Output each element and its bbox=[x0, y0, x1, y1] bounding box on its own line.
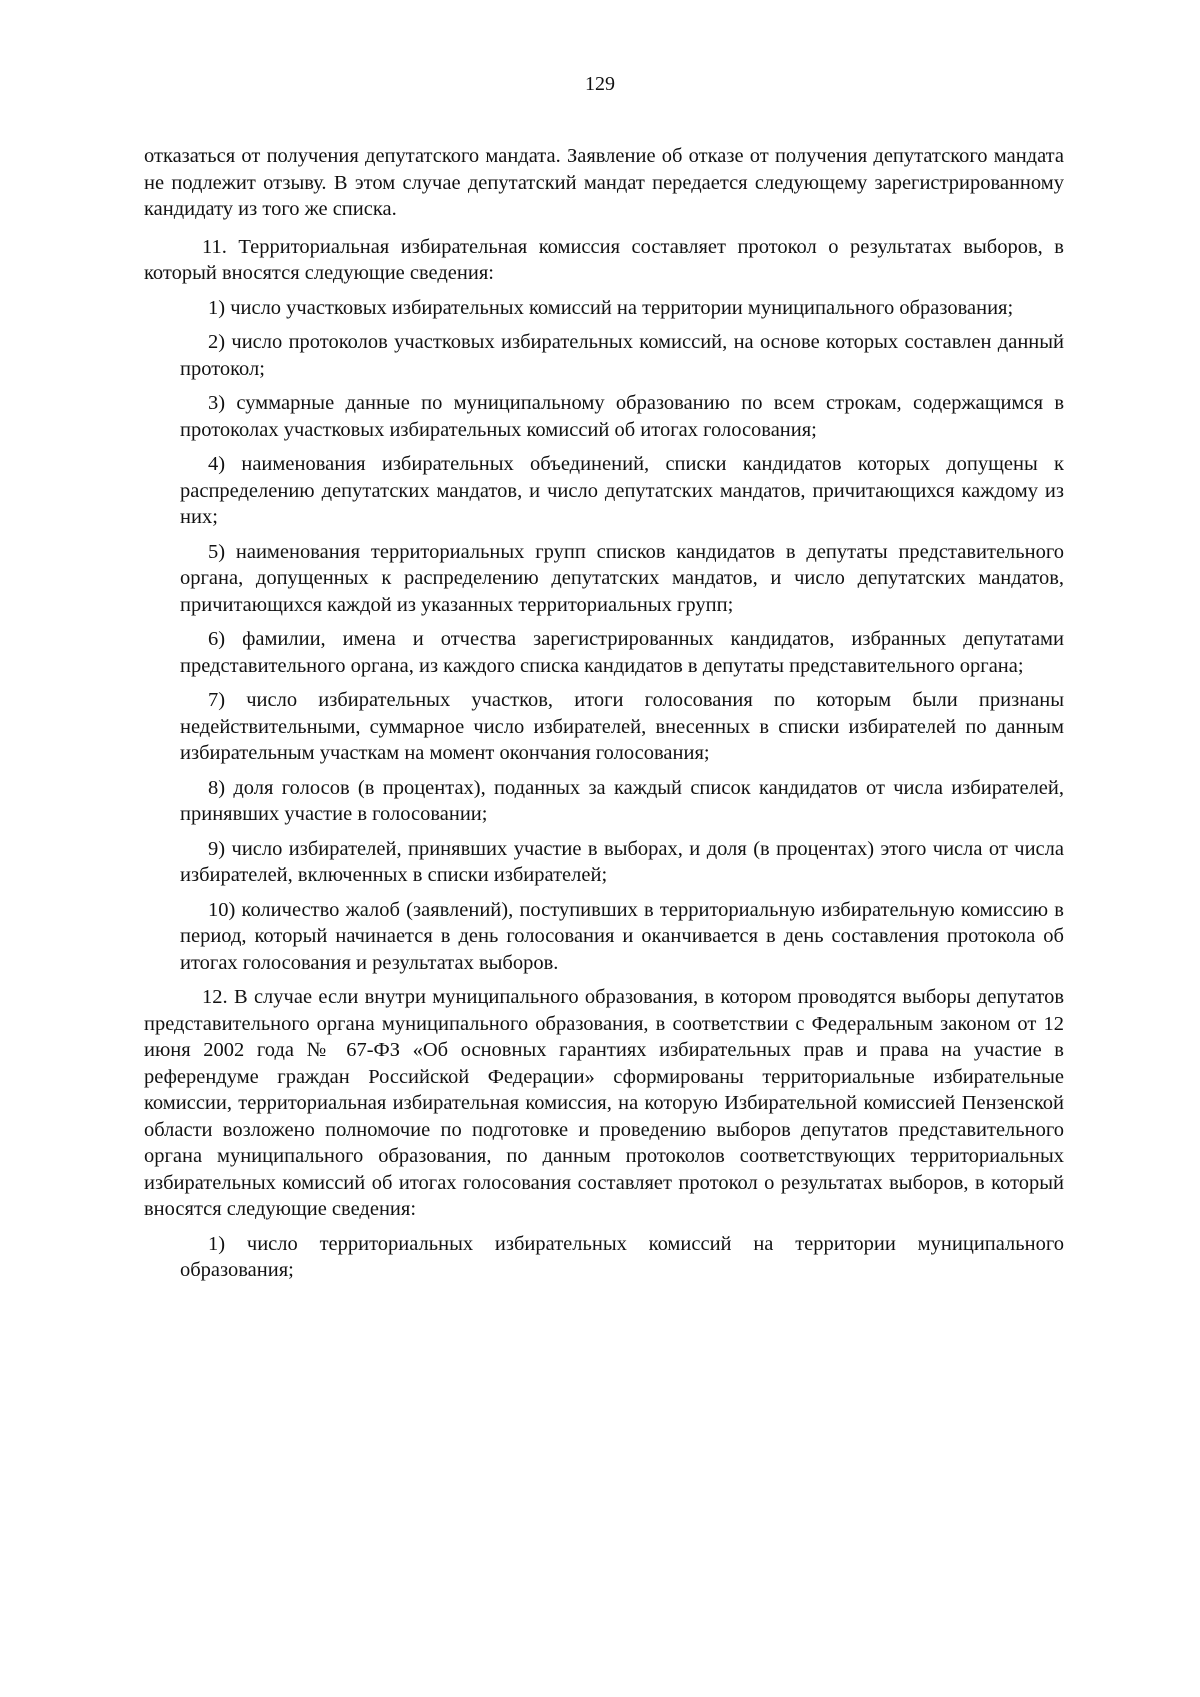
section-11-item: 9) число избирателей, принявших участие в выборах, и доля (в процентах) этого числа от числа избирателей, включенных в списки избирателей; bbox=[180, 837, 1064, 886]
section-11-item: 2) число протоколов участковых избирательных комиссий, на основе которых составлен данный протокол; bbox=[180, 331, 1064, 380]
section-11-item: 1) число участковых избирательных комиссий на территории муниципального образования; bbox=[208, 296, 1014, 319]
section-11-item: 7) число избирательных участков, итоги голосования по которым были признаны недействительными, суммарное число избирателей, внесенных в списки избирателей по данным избирательным участкам на момент окончания голосования; bbox=[180, 689, 1064, 764]
section-11-item: 5) наименования территориальных групп списков кандидатов в депутаты представительного органа, допущенных к распределению депутатских мандатов, и число депутатских мандатов, причитающихся каждой из указанных территориальных групп; bbox=[180, 540, 1064, 616]
document-body bbox=[144, 143, 1064, 1292]
section-11-item: 6) фамилии, имена и отчества зарегистрированных кандидатов, избранных депутатами представительного органа, из каждого списка кандидатов в депутаты представительного органа; bbox=[180, 628, 1064, 677]
section-11-item: 4) наименования избирательных объединений, списки кандидатов которых допущены к распределению депутатских мандатов, и число депутатских мандатов, причитающихся каждому из них; bbox=[180, 453, 1064, 528]
lead-paragraph: отказаться от получения депутатского мандата. Заявление об отказе от получения депутатского мандата не подлежит отзыву. В этом случае депутатский мандат передается следующему зарегистрированному кандидату из того же списка. bbox=[144, 145, 1064, 220]
page-number: 129 bbox=[585, 73, 615, 95]
section-12-item: 1) число территориальных избирательных комиссий на территории муниципального образования; bbox=[180, 1232, 1064, 1281]
section-11-item: 8) доля голосов (в процентах), поданных за каждый список кандидатов от числа избирателей, принявших участие в голосовании; bbox=[180, 776, 1064, 825]
section-12-intro: 12. В случае если внутри муниципального образования, в котором проводятся выборы депутатов представительного органа муниципального образования, в соответствии с Федеральным законом от 12 июня 2002 года № 67-ФЗ «Об основных гарантиях избирательных прав и права на участие в референдуме граждан Российской Федерации» сформированы территориальные избирательные комиссии, территориальная избирательная комиссия, на которую Избирательной комиссией Пензенской области возложено полномочие по подготовке и проведению выборов депутатов представительного органа муниципального образования, по данным протоколов соответствующих территориальных избирательных комиссий об итогах голосования составляет протокол о результатах выборов, в который вносятся следующие сведения: bbox=[144, 986, 1064, 1220]
section-11-item: 10) количество жалоб (заявлений), поступивших в территориальную избирательную комиссию в период, который начинается в день голосования и оканчивается в день составления протокола об итогах голосования и результатах выборов. bbox=[180, 898, 1064, 974]
section-11-intro: 11. Территориальная избирательная комиссия составляет протокол о результатах выборов, в который вносятся следующие сведения: bbox=[144, 235, 1064, 284]
section-11-item: 3) суммарные данные по муниципальному образованию по всем строкам, содержащимся в протоколах участковых избирательных комиссий об итогах голосования; bbox=[180, 392, 1064, 441]
